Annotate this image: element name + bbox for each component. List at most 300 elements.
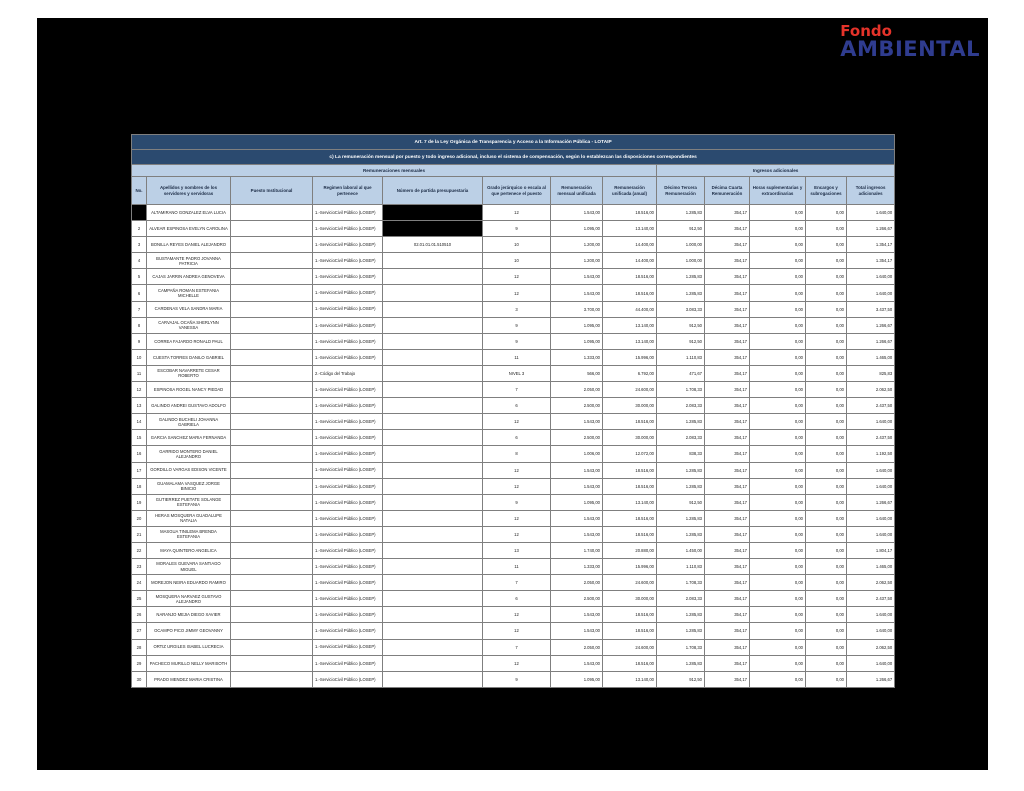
- row-name: ESPINOSA ROGEL NANCY PIEDAD: [147, 382, 231, 398]
- table-title: Art. 7 de la Ley Orgánica de Transparencia y Acceso a la Información Pública - LOTAIP: [132, 135, 895, 150]
- row-no: 27: [132, 623, 147, 639]
- table-row: [132, 607, 895, 623]
- row-thirteenth: 1.285,83: [657, 269, 705, 285]
- row-monthly: 2.500,00: [551, 591, 603, 607]
- row-annual: 30.000,00: [603, 398, 657, 414]
- row-budget: [383, 591, 483, 607]
- row-total: 1.640,00: [847, 510, 895, 526]
- row-overtime: 0,00: [750, 253, 806, 269]
- row-thirteenth: 838,33: [657, 446, 705, 462]
- row-regime: 1.-ServicioCivil Público (LOSEP): [313, 478, 383, 494]
- row-monthly: 1.543,00: [551, 655, 603, 671]
- row-assignments: 0,00: [806, 301, 847, 317]
- row-budget: [383, 301, 483, 317]
- table-body: [132, 205, 895, 688]
- col-monthly: Remuneración mensual unificada: [551, 177, 603, 205]
- row-position: [231, 253, 313, 269]
- row-fourteenth: 354,17: [705, 237, 750, 253]
- table-row: [132, 221, 895, 237]
- row-monthly: 1.543,00: [551, 510, 603, 526]
- row-overtime: 0,00: [750, 382, 806, 398]
- row-grade: 6: [483, 430, 551, 446]
- row-no: [132, 205, 147, 221]
- row-assignments: 0,00: [806, 221, 847, 237]
- row-position: [231, 478, 313, 494]
- row-grade: 7: [483, 382, 551, 398]
- row-assignments: 0,00: [806, 462, 847, 478]
- row-overtime: 0,00: [750, 365, 806, 381]
- row-total: 2.062,50: [847, 382, 895, 398]
- row-budget: [383, 575, 483, 591]
- row-total: 1.640,00: [847, 414, 895, 430]
- row-grade: 7: [483, 575, 551, 591]
- row-regime: 1.-ServicioCivil Público (LOSEP): [313, 639, 383, 655]
- row-grade: 9: [483, 317, 551, 333]
- row-budget: [383, 285, 483, 301]
- row-position: [231, 221, 313, 237]
- row-regime: 1.-ServicioCivil Público (LOSEP): [313, 591, 383, 607]
- row-total: 1.192,50: [847, 446, 895, 462]
- row-thirteenth: 1.110,83: [657, 349, 705, 365]
- row-annual: 18.516,00: [603, 607, 657, 623]
- row-thirteenth: 1.285,83: [657, 510, 705, 526]
- row-total: 1.266,67: [847, 221, 895, 237]
- row-budget: [383, 494, 483, 510]
- row-assignments: 0,00: [806, 365, 847, 381]
- row-position: [231, 526, 313, 542]
- row-monthly: 1.543,00: [551, 478, 603, 494]
- row-annual: 18.516,00: [603, 655, 657, 671]
- row-name: GUAMALAMA VASQUEZ JORGE BINICIO: [147, 478, 231, 494]
- row-no: 16: [132, 446, 147, 462]
- row-name: CORREA FAJARDO RONALD PAUL: [147, 333, 231, 349]
- row-overtime: 0,00: [750, 414, 806, 430]
- row-position: [231, 237, 313, 253]
- row-annual: 30.000,00: [603, 591, 657, 607]
- row-grade: 8: [483, 446, 551, 462]
- row-name: ALVEAR ESPINOSA EVELYN CAROLINA: [147, 221, 231, 237]
- row-no: 6: [132, 285, 147, 301]
- row-monthly: 2.500,00: [551, 430, 603, 446]
- row-monthly: 1.543,00: [551, 285, 603, 301]
- row-grade: 9: [483, 221, 551, 237]
- row-position: [231, 671, 313, 687]
- row-no: 14: [132, 414, 147, 430]
- col-assignments: Encargos y subrogaciones: [806, 177, 847, 205]
- row-no: 18: [132, 478, 147, 494]
- remuneration-table: [131, 134, 895, 688]
- row-grade: 7: [483, 639, 551, 655]
- row-thirteenth: 1.708,33: [657, 575, 705, 591]
- row-grade: 12: [483, 462, 551, 478]
- row-no: 20: [132, 510, 147, 526]
- row-regime: 1.-ServicioCivil Público (LOSEP): [313, 671, 383, 687]
- row-name: CARVAJAL OCAÑA SHERLYNN VANESSA: [147, 317, 231, 333]
- row-thirteenth: 1.285,83: [657, 205, 705, 221]
- table-row: [132, 269, 895, 285]
- row-no: 26: [132, 607, 147, 623]
- row-fourteenth: 354,17: [705, 559, 750, 575]
- row-monthly: 2.050,00: [551, 639, 603, 655]
- table-row: [132, 317, 895, 333]
- row-annual: 15.996,00: [603, 559, 657, 575]
- row-grade: 12: [483, 623, 551, 639]
- row-thirteenth: 912,50: [657, 333, 705, 349]
- row-position: [231, 333, 313, 349]
- row-fourteenth: 354,17: [705, 269, 750, 285]
- row-budget: [383, 382, 483, 398]
- row-position: [231, 623, 313, 639]
- row-regime: 1.-ServicioCivil Público (LOSEP): [313, 510, 383, 526]
- row-budget: [383, 526, 483, 542]
- row-no: 21: [132, 526, 147, 542]
- table-row: [132, 671, 895, 687]
- row-no: 11: [132, 365, 147, 381]
- row-grade: 13: [483, 542, 551, 558]
- table-row: [132, 510, 895, 526]
- row-fourteenth: 354,17: [705, 526, 750, 542]
- table-row: [132, 414, 895, 430]
- row-position: [231, 301, 313, 317]
- row-grade: 10: [483, 237, 551, 253]
- row-annual: 18.516,00: [603, 510, 657, 526]
- row-fourteenth: 354,17: [705, 333, 750, 349]
- row-thirteenth: 912,50: [657, 671, 705, 687]
- table-row: [132, 285, 895, 301]
- row-budget: [383, 414, 483, 430]
- row-assignments: 0,00: [806, 575, 847, 591]
- row-fourteenth: 354,17: [705, 317, 750, 333]
- row-budget: [383, 446, 483, 462]
- table-row: [132, 462, 895, 478]
- row-regime: 1.-ServicioCivil Público (LOSEP): [313, 414, 383, 430]
- row-position: [231, 430, 313, 446]
- row-regime: 1.-ServicioCivil Público (LOSEP): [313, 333, 383, 349]
- row-total: 1.640,00: [847, 655, 895, 671]
- row-monthly: 1.543,00: [551, 205, 603, 221]
- row-total: 1.354,17: [847, 253, 895, 269]
- row-no: 2: [132, 221, 147, 237]
- row-thirteenth: 1.708,33: [657, 639, 705, 655]
- row-assignments: 0,00: [806, 559, 847, 575]
- row-no: 7: [132, 301, 147, 317]
- row-no: 13: [132, 398, 147, 414]
- col-fourteenth: Décima Cuarta Remuneración: [705, 177, 750, 205]
- table-row: [132, 430, 895, 446]
- row-total: 825,83: [847, 365, 895, 381]
- row-name: ORTIZ URGILES ISABEL LUCRECIA: [147, 639, 231, 655]
- row-assignments: 0,00: [806, 382, 847, 398]
- row-overtime: 0,00: [750, 301, 806, 317]
- row-name: ESCOBAR NAVARRETE CESAR ROBERTO: [147, 365, 231, 381]
- row-total: 3.437,50: [847, 301, 895, 317]
- row-fourteenth: 354,17: [705, 446, 750, 462]
- row-budget: [383, 623, 483, 639]
- col-regime: Regimen laboral al que pertenece: [313, 177, 383, 205]
- row-no: 3: [132, 237, 147, 253]
- row-thirteenth: 1.285,83: [657, 655, 705, 671]
- table-row: [132, 591, 895, 607]
- row-no: 24: [132, 575, 147, 591]
- row-annual: 14.400,00: [603, 253, 657, 269]
- row-fourteenth: 354,17: [705, 398, 750, 414]
- row-total: 1.640,00: [847, 462, 895, 478]
- row-no: 9: [132, 333, 147, 349]
- row-name: MOREJON NEIRA EDUARDO RAMIRO: [147, 575, 231, 591]
- row-no: 25: [132, 591, 147, 607]
- row-regime: 1.-ServicioCivil Público (LOSEP): [313, 430, 383, 446]
- row-name: CUESTA TORRES DANILO GABRIEL: [147, 349, 231, 365]
- row-fourteenth: 354,17: [705, 349, 750, 365]
- col-position: Puesto Institucional: [231, 177, 313, 205]
- fondo-ambiental-logo: [840, 24, 980, 60]
- row-overtime: 0,00: [750, 526, 806, 542]
- row-name: GUTIERREZ PUETATE SOLANGE ESTEFANIA: [147, 494, 231, 510]
- row-assignments: 0,00: [806, 237, 847, 253]
- row-name: OCAMPO PICO JIMMY GEOVANNY: [147, 623, 231, 639]
- row-overtime: 0,00: [750, 221, 806, 237]
- row-annual: 18.516,00: [603, 205, 657, 221]
- row-grade: 11: [483, 349, 551, 365]
- table-row: [132, 349, 895, 365]
- row-annual: 18.516,00: [603, 526, 657, 542]
- row-no: 12: [132, 382, 147, 398]
- table-row: [132, 237, 895, 253]
- table-row: [132, 542, 895, 558]
- row-regime: 1.-ServicioCivil Público (LOSEP): [313, 382, 383, 398]
- col-budget: Número de partida presupuestaria: [383, 177, 483, 205]
- row-annual: 44.400,00: [603, 301, 657, 317]
- row-overtime: 0,00: [750, 607, 806, 623]
- row-overtime: 0,00: [750, 542, 806, 558]
- row-overtime: 0,00: [750, 478, 806, 494]
- row-budget: [383, 462, 483, 478]
- row-annual: 15.996,00: [603, 349, 657, 365]
- row-thirteenth: 912,50: [657, 317, 705, 333]
- row-overtime: 0,00: [750, 333, 806, 349]
- table-row: [132, 559, 895, 575]
- row-overtime: 0,00: [750, 494, 806, 510]
- row-regime: 1.-ServicioCivil Público (LOSEP): [313, 301, 383, 317]
- row-annual: 12.072,00: [603, 446, 657, 462]
- row-monthly: 1.333,00: [551, 559, 603, 575]
- row-monthly: 2.050,00: [551, 382, 603, 398]
- row-overtime: 0,00: [750, 623, 806, 639]
- row-assignments: 0,00: [806, 253, 847, 269]
- row-monthly: 1.543,00: [551, 462, 603, 478]
- row-overtime: 0,00: [750, 559, 806, 575]
- row-overtime: 0,00: [750, 446, 806, 462]
- row-budget: [383, 655, 483, 671]
- row-thirteenth: 1.000,00: [657, 237, 705, 253]
- row-fourteenth: 354,17: [705, 285, 750, 301]
- table-row: [132, 655, 895, 671]
- row-name: CAJAS JARRIN ANDREA GENOVEVA: [147, 269, 231, 285]
- row-budget: [383, 671, 483, 687]
- row-position: [231, 510, 313, 526]
- row-assignments: 0,00: [806, 478, 847, 494]
- table-row: [132, 333, 895, 349]
- row-assignments: 0,00: [806, 655, 847, 671]
- row-budget: [383, 510, 483, 526]
- row-fourteenth: 354,17: [705, 671, 750, 687]
- row-regime: 1.-ServicioCivil Público (LOSEP): [313, 253, 383, 269]
- row-regime: 1.-ServicioCivil Público (LOSEP): [313, 221, 383, 237]
- col-grade: Grado jerárquico o escala al que pertenece el puesto: [483, 177, 551, 205]
- row-budget: [383, 559, 483, 575]
- row-annual: 18.516,00: [603, 285, 657, 301]
- row-total: 1.465,00: [847, 559, 895, 575]
- row-position: [231, 655, 313, 671]
- row-overtime: 0,00: [750, 317, 806, 333]
- row-thirteenth: 471,67: [657, 365, 705, 381]
- row-assignments: 0,00: [806, 623, 847, 639]
- row-budget: [383, 398, 483, 414]
- row-monthly: 1.095,00: [551, 494, 603, 510]
- row-fourteenth: 354,17: [705, 623, 750, 639]
- row-regime: 1.-ServicioCivil Público (LOSEP): [313, 285, 383, 301]
- row-fourteenth: 354,17: [705, 414, 750, 430]
- row-regime: 1.-ServicioCivil Público (LOSEP): [313, 462, 383, 478]
- row-position: [231, 349, 313, 365]
- row-thirteenth: 1.285,83: [657, 285, 705, 301]
- row-thirteenth: 1.285,83: [657, 607, 705, 623]
- row-fourteenth: 354,17: [705, 639, 750, 655]
- row-fourteenth: 354,17: [705, 494, 750, 510]
- row-grade: 12: [483, 285, 551, 301]
- row-overtime: 0,00: [750, 575, 806, 591]
- row-regime: 1.-ServicioCivil Público (LOSEP): [313, 526, 383, 542]
- row-monthly: 1.543,00: [551, 414, 603, 430]
- row-assignments: 0,00: [806, 526, 847, 542]
- row-thirteenth: 1.450,00: [657, 542, 705, 558]
- row-overtime: 0,00: [750, 639, 806, 655]
- row-total: 1.354,17: [847, 237, 895, 253]
- logo-line1: Fondo: [840, 22, 892, 40]
- row-assignments: 0,00: [806, 607, 847, 623]
- row-name: MOSQUERA NARVAEZ GUSTAVO ALEJANDRO: [147, 591, 231, 607]
- row-grade: 9: [483, 671, 551, 687]
- row-thirteenth: 1.110,83: [657, 559, 705, 575]
- row-overtime: 0,00: [750, 205, 806, 221]
- table-row: [132, 575, 895, 591]
- row-no: 5: [132, 269, 147, 285]
- row-total: 1.804,17: [847, 542, 895, 558]
- row-monthly: 3.700,00: [551, 301, 603, 317]
- row-name: GARCIA SANCHEZ MARIA FERNANDA: [147, 430, 231, 446]
- row-position: [231, 205, 313, 221]
- row-annual: 13.140,00: [603, 317, 657, 333]
- row-thirteenth: 1.285,83: [657, 526, 705, 542]
- row-regime: 1.-ServicioCivil Público (LOSEP): [313, 542, 383, 558]
- row-name: BUSTAMANTE PADRO JOVANNA PATRICIA: [147, 253, 231, 269]
- row-assignments: 0,00: [806, 430, 847, 446]
- row-total: 2.437,50: [847, 591, 895, 607]
- row-budget: [383, 317, 483, 333]
- row-regime: 1.-ServicioCivil Público (LOSEP): [313, 575, 383, 591]
- row-position: [231, 462, 313, 478]
- row-regime: 1.-ServicioCivil Público (LOSEP): [313, 446, 383, 462]
- table-row: [132, 382, 895, 398]
- row-grade: 10: [483, 253, 551, 269]
- row-total: 1.266,67: [847, 494, 895, 510]
- table-row: [132, 301, 895, 317]
- row-grade: 11: [483, 559, 551, 575]
- row-total: 1.266,67: [847, 317, 895, 333]
- row-fourteenth: 354,17: [705, 365, 750, 381]
- row-thirteenth: 1.285,83: [657, 462, 705, 478]
- row-budget: [383, 333, 483, 349]
- row-assignments: 0,00: [806, 398, 847, 414]
- row-overtime: 0,00: [750, 671, 806, 687]
- logo-line2: AMBIENTAL: [840, 37, 980, 61]
- row-position: [231, 639, 313, 655]
- col-name: Apellidos y nombres de los servidores y servidoras: [147, 177, 231, 205]
- row-budget: [383, 478, 483, 494]
- row-budget: [383, 221, 483, 237]
- row-name: GARRIDO MONTERO DANIEL ALEJANDRO: [147, 446, 231, 462]
- row-position: [231, 591, 313, 607]
- row-no: 22: [132, 542, 147, 558]
- row-overtime: 0,00: [750, 349, 806, 365]
- row-name: CARDENAS VELA SANDRA MARIA: [147, 301, 231, 317]
- row-total: 2.062,50: [847, 575, 895, 591]
- row-grade: 9: [483, 333, 551, 349]
- row-fourteenth: 354,17: [705, 655, 750, 671]
- row-budget: [383, 542, 483, 558]
- table-row: [132, 365, 895, 381]
- row-assignments: 0,00: [806, 639, 847, 655]
- row-assignments: 0,00: [806, 205, 847, 221]
- row-name: BONILLA REYES DANIEL ALEJANDRO: [147, 237, 231, 253]
- row-fourteenth: 354,17: [705, 462, 750, 478]
- col-annual: Remuneración unificada (anual): [603, 177, 657, 205]
- row-grade: 12: [483, 414, 551, 430]
- row-no: 17: [132, 462, 147, 478]
- row-monthly: 1.740,00: [551, 542, 603, 558]
- row-position: [231, 575, 313, 591]
- table-row: [132, 478, 895, 494]
- row-no: 28: [132, 639, 147, 655]
- row-overtime: 0,00: [750, 510, 806, 526]
- row-thirteenth: 2.083,33: [657, 398, 705, 414]
- row-grade: 12: [483, 655, 551, 671]
- row-total: 1.640,00: [847, 607, 895, 623]
- row-name: GALINDO BUCHELI JOHANNA GABRIELA: [147, 414, 231, 430]
- row-overtime: 0,00: [750, 462, 806, 478]
- table-row: [132, 253, 895, 269]
- table-row: [132, 446, 895, 462]
- row-assignments: 0,00: [806, 317, 847, 333]
- row-thirteenth: 2.083,33: [657, 430, 705, 446]
- row-total: 1.465,00: [847, 349, 895, 365]
- row-name: MASGUA TINILEMA BRENDA ESTEFANIA: [147, 526, 231, 542]
- row-overtime: 0,00: [750, 269, 806, 285]
- row-budget: [383, 365, 483, 381]
- row-thirteenth: 1.708,33: [657, 382, 705, 398]
- row-name: PRADO MENDEZ MARIA CRISTINA: [147, 671, 231, 687]
- row-position: [231, 317, 313, 333]
- row-assignments: 0,00: [806, 333, 847, 349]
- table-row: [132, 398, 895, 414]
- row-total: 1.640,00: [847, 205, 895, 221]
- row-grade: 9: [483, 494, 551, 510]
- row-assignments: 0,00: [806, 414, 847, 430]
- row-monthly: 1.543,00: [551, 526, 603, 542]
- row-grade: 12: [483, 269, 551, 285]
- row-annual: 14.400,00: [603, 237, 657, 253]
- row-regime: 1.-ServicioCivil Público (LOSEP): [313, 269, 383, 285]
